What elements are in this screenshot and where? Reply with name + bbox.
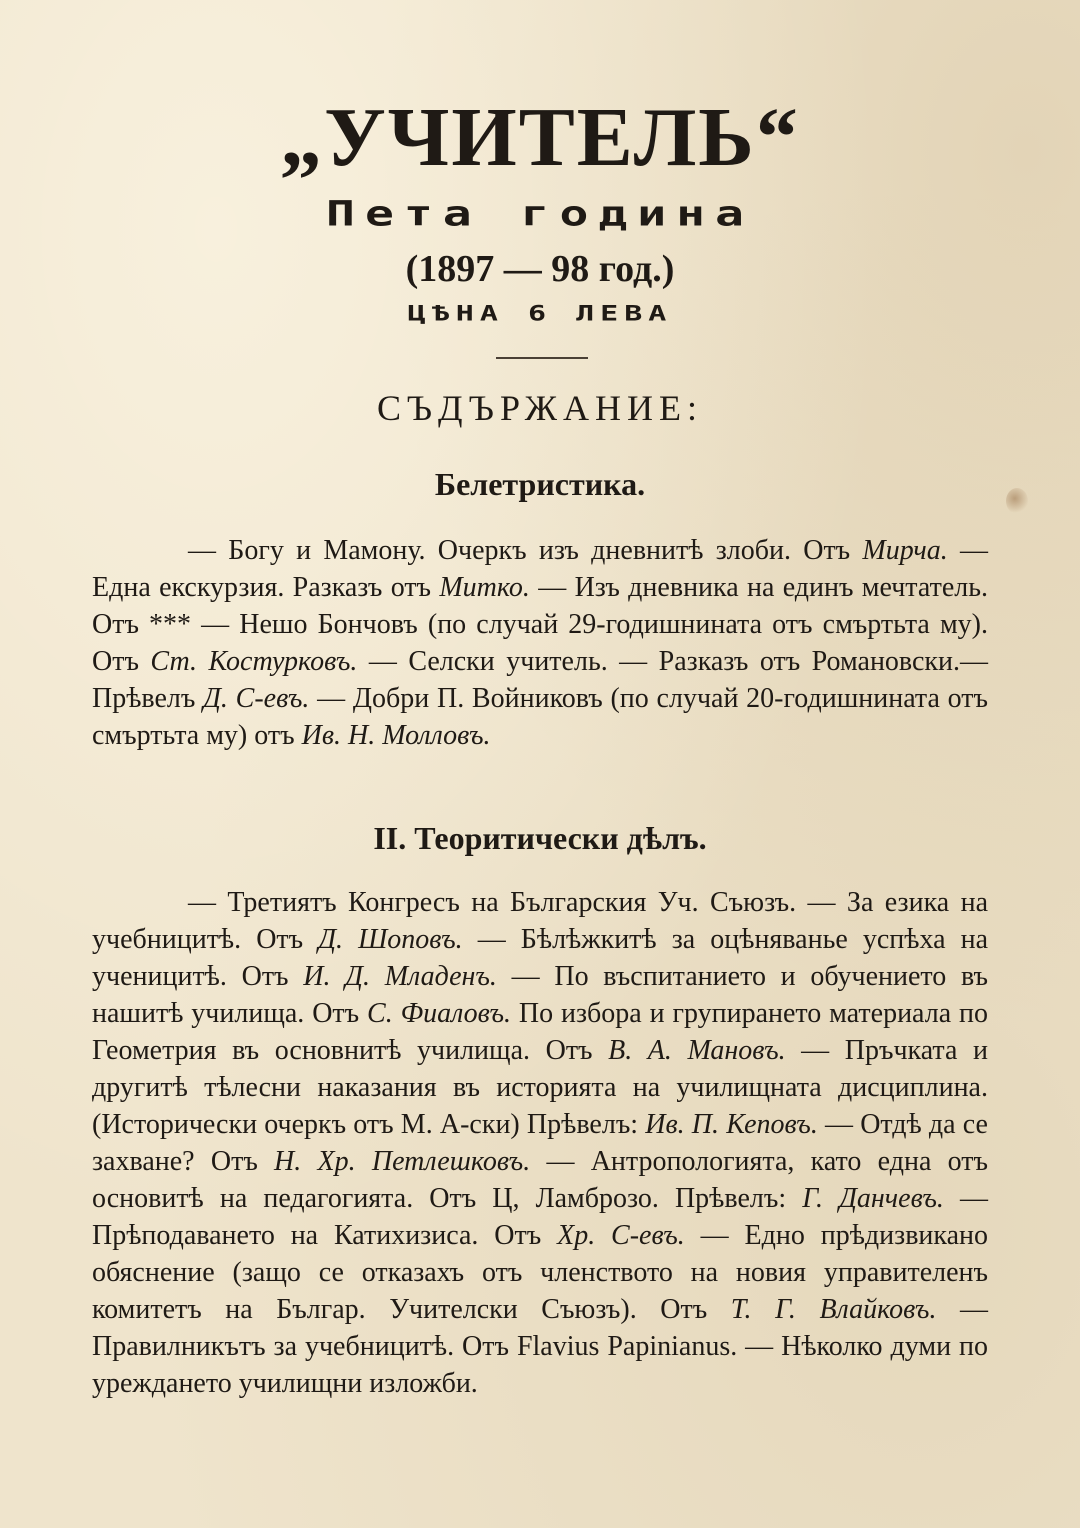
contents-heading: СЪДЪРЖАНИЕ: [377, 388, 703, 428]
author-name: Ив. П. Кеповъ. [645, 1109, 818, 1140]
entry-text: — Отдѣ да се захване? Отъ [92, 1109, 988, 1177]
author-name: И. Д. Младенъ. [303, 961, 497, 992]
author-name: Митко. [439, 572, 530, 603]
paper-stain [1006, 488, 1028, 514]
entry-text: — Селски учитель. — Разказъ отъ Романовски.— Прѣвелъ [92, 646, 988, 714]
author-name: С. Фиаловъ. [367, 998, 511, 1029]
entry-text: — Прѣподаването на Катихизиса. Отъ [92, 1183, 988, 1251]
entry-text: — По въспитанието и обучението въ нашитѣ училища. Отъ [92, 961, 989, 1029]
entry-text: — Третиятъ Конгресъ на Българския Уч. Съюзъ. — За езика на учебницитѣ. Отъ [92, 887, 988, 955]
entry-text: — Бѣлѣжкитѣ за оцѣняванье успѣха на ученицитѣ. Отъ [92, 924, 988, 992]
entry-text: — Богу и Мамону. Очеркъ изъ дневнитѣ злоби. Отъ [188, 535, 863, 566]
entry-text: — Антропологията, като една отъ основитѣ на педагогията. Отъ Ц, Ламброзо. Прѣвелъ: [92, 1146, 988, 1214]
entry-text: — Изъ дневника на единъ мечтатель. Отъ *** — Нешо Бончовъ (по случай 29-годишнината отъ смъртьта му). Отъ [92, 572, 988, 677]
journal-title: „УЧИТЕЛЬ“ [280, 91, 800, 184]
author-name: Д. Шоповъ. [318, 924, 463, 955]
price-line: ЦѢНА 6 ЛЕВА [407, 301, 673, 326]
years-line: (1897 — 98 год.) [405, 248, 675, 290]
author-name: Мирча. [862, 535, 948, 566]
author-name: Д. С-евъ. [203, 683, 310, 714]
author-name: Н. Хр. Петлешковъ. [274, 1146, 531, 1177]
document-page [92, 0, 988, 1528]
section-heading-theory: II. Теоритически дѣлъ. [373, 820, 707, 856]
entry-text: — Правилникътъ за учебницитѣ. Отъ Flavius Papinianus. — Нѣколко думи по уреждането училищни изложби. [92, 1294, 989, 1399]
entry-text: — Едно прѣдизвикано обяснение (защо се отказахъ отъ членството на новия управителенъ комитетъ на Българ. Учителски Съюзъ). Отъ [92, 1220, 989, 1325]
author-name: Г. Данчевъ. [802, 1183, 944, 1214]
section-paragraph-fiction [92, 532, 988, 754]
entry-text: По избора и групирането материала по Геометрия въ основнитѣ училища. Отъ [92, 998, 989, 1066]
section-paragraph-theory [92, 884, 988, 1402]
author-name: Ст. Костурковъ. [150, 646, 358, 677]
author-name: В. А. Мановъ. [608, 1035, 786, 1066]
section-heading-fiction: Белетристика. [434, 466, 646, 502]
entry-text: — Добри П. Войниковъ (по случай 20-годишнината отъ смъртьта му) отъ [92, 683, 989, 751]
divider-rule [496, 357, 588, 359]
volume-line: Пета година [326, 193, 754, 235]
author-name: Ив. Н. Молловъ. [301, 720, 491, 751]
author-name: Хр. С-евъ. [557, 1220, 685, 1251]
entry-text: — Пръчката и другитѣ тѣлесни наказания въ историята на училищната дисциплина. (Исторически очеркъ отъ М. А-ски) Прѣвелъ: [92, 1035, 988, 1140]
author-name: Т. Г. Влайковъ. [730, 1294, 937, 1325]
entry-text: — Една екскурзия. Разказъ отъ [92, 535, 988, 603]
